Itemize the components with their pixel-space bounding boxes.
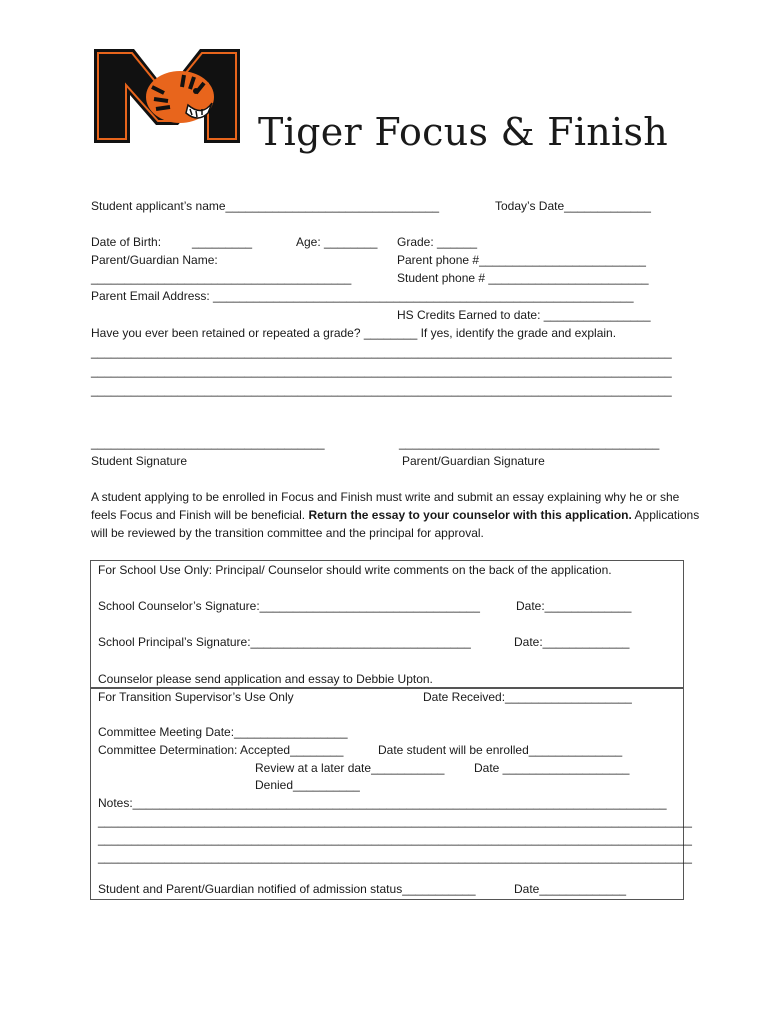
date-received-field[interactable]: Date Received:___________________ [423,690,632,704]
counselor-signature-field[interactable]: School Counselor’s Signature:_________________________________ [98,599,480,613]
notes-field[interactable]: Notes:________________________________________________________________________________ [98,796,667,810]
send-note: Counselor please send application and essay to Debbie Upton. [98,672,433,686]
explain-line[interactable]: _______________________________________________________________________________________ [91,364,672,378]
parent-email-field[interactable]: Parent Email Address: _______________________________________________________________ [91,289,634,303]
instructions-paragraph: A student applying to be enrolled in Focus and Finish must write and submit an essay explaining why he or she feels Focus and Finish will be beneficial. Return the essay to your counselor with this application. Applications will be reviewed by the transition committee and the principal for approval. [91,490,700,540]
principal-date-field[interactable]: Date:_____________ [514,635,630,649]
hs-credits-field[interactable]: HS Credits Earned to date: ________________ [397,308,651,322]
transition-box [90,687,684,900]
dob-field[interactable]: _________ [192,235,253,249]
age-field[interactable]: Age: ________ [296,235,378,249]
meeting-date-field[interactable]: Committee Meeting Date:_________________ [98,725,348,739]
parent-signature-line[interactable]: _______________________________________ [399,436,660,450]
notified-date-field[interactable]: Date_____________ [514,882,627,896]
student-phone-field[interactable]: Student phone # ________________________ [397,271,649,285]
review-later-field[interactable]: Review at a later date___________ [255,761,445,775]
notes-line[interactable]: _________________________________________________________________________________________ [98,850,692,864]
grade-field[interactable]: Grade: ______ [397,235,478,249]
parent-name-label: Parent/Guardian Name: [91,253,218,267]
dob-label: Date of Birth: [91,235,162,249]
denied-field[interactable]: Denied__________ [255,778,360,792]
explain-line[interactable]: _______________________________________________________________________________________ [91,345,672,359]
determination-accepted-field[interactable]: Committee Determination: Accepted________ [98,743,344,757]
school-use-box [90,560,684,689]
enrolled-date-field[interactable]: Date student will be enrolled______________ [378,743,623,757]
explain-line[interactable]: _______________________________________________________________________________________ [91,383,672,397]
transition-heading: For Transition Supervisor’s Use Only [98,690,294,704]
parent-name-field[interactable]: _______________________________________ [91,271,352,285]
student-name-field[interactable]: Student applicant’s name________________________________ [91,199,440,213]
parent-phone-field[interactable]: Parent phone #_________________________ [397,253,646,267]
notified-field[interactable]: Student and Parent/Guardian notified of admission status___________ [98,882,476,896]
retained-question[interactable]: Have you ever been retained or repeated a grade? ________ If yes, identify the grade and explain. [91,326,617,340]
counselor-date-field[interactable]: Date:_____________ [516,599,632,613]
student-signature-line[interactable]: ___________________________________ [91,436,325,450]
todays-date-field[interactable]: Today’s Date_____________ [495,199,651,213]
tiger-m-logo [92,47,242,145]
parent-signature-label: Parent/Guardian Signature [402,454,545,468]
student-signature-label: Student Signature [91,454,188,468]
review-date-field[interactable]: Date ___________________ [474,761,630,775]
notes-line[interactable]: _________________________________________________________________________________________ [98,814,692,828]
instructions-bold: Return the essay to your counselor with this application. [308,508,632,522]
principal-signature-field[interactable]: School Principal’s Signature:_________________________________ [98,635,471,649]
tiger-head-icon [146,71,214,123]
school-use-heading: For School Use Only: Principal/ Counselor should write comments on the back of the application. [98,563,612,577]
page-title: Tiger Focus & Finish [258,110,669,154]
notes-line[interactable]: _________________________________________________________________________________________ [98,832,692,846]
